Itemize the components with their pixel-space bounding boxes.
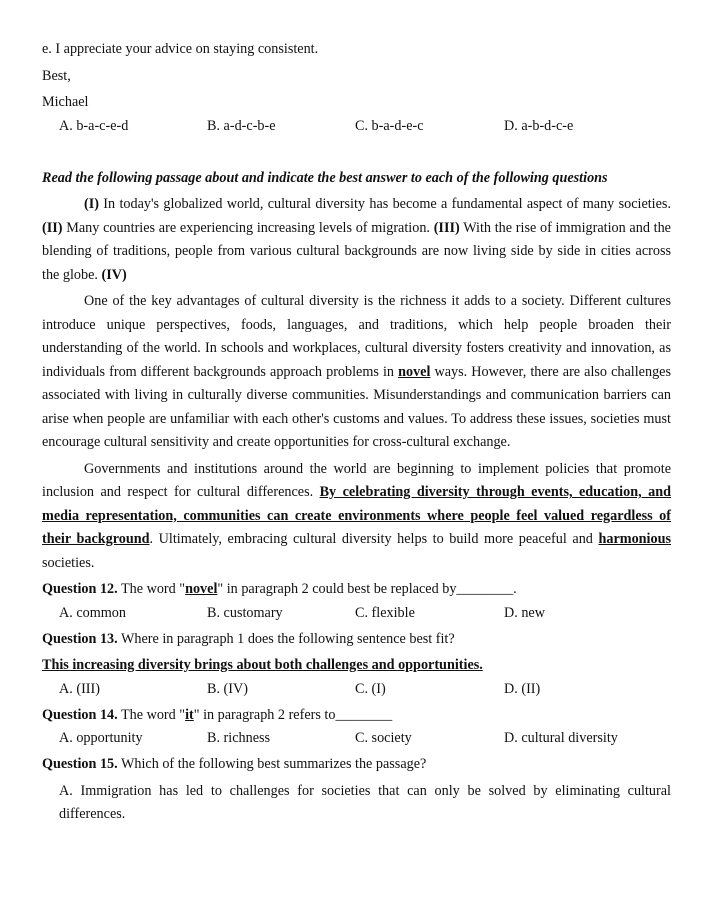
position-marker-ii: (II) bbox=[42, 219, 63, 236]
option-c[interactable]: C. flexible bbox=[355, 604, 415, 621]
passage-paragraph-3: Governments and institutions around the world are beginning to implement policies that promote inclusion and respect for cultural differences. By celebrating diversity through events, education, and media representation, communities can create environments where people feel valued regardless of their background. Ultimately, embracing cultural diversity helps to build more peaceful and harmonious societies. bbox=[42, 460, 671, 571]
option-a[interactable]: A. opportunity bbox=[59, 730, 143, 746]
position-marker-i: (I) bbox=[84, 196, 99, 212]
option-a[interactable]: A. common bbox=[59, 604, 126, 621]
question-13: Question 13. Where in paragraph 1 does the following sentence best fit? bbox=[42, 630, 455, 647]
highlighted-sentence: By celebrating diversity through events, education, and media representation, communities can create environments where people feel valued regardless of their background bbox=[42, 484, 671, 547]
passage-paragraph-1: (I) In today's globalized world, cultural diversity has become a fundamental aspect of many societies. (II) Many countries are experiencing increasing levels of migration. (III) With the rise of immigration and the blending of traditions, people from various cultural backgrounds are now living side by side in cities across the globe. (IV) bbox=[42, 196, 671, 283]
spacer bbox=[42, 141, 671, 167]
question-12-options bbox=[42, 602, 671, 628]
position-marker-iii: (III) bbox=[433, 219, 460, 236]
option-a[interactable]: A. b-a-c-e-d bbox=[59, 117, 129, 134]
question-11-options bbox=[42, 115, 671, 141]
option-c[interactable]: C. b-a-d-e-c bbox=[355, 117, 424, 134]
option-d[interactable]: D. (II) bbox=[504, 680, 541, 697]
question-label: Question 13. bbox=[42, 630, 118, 647]
option-b[interactable]: B. a-d-c-b-e bbox=[207, 117, 276, 134]
underlined-word-harmonious: harmonious bbox=[598, 531, 671, 547]
option-d[interactable]: D. new bbox=[504, 604, 545, 621]
option-b[interactable]: B. richness bbox=[207, 730, 271, 746]
option-d[interactable]: D. cultural diversity bbox=[504, 730, 618, 746]
underlined-word-novel: novel bbox=[398, 363, 431, 380]
option-c[interactable]: C. (I) bbox=[355, 680, 386, 697]
option-d[interactable]: D. a-b-d-c-e bbox=[504, 117, 574, 134]
question-label: Question 14. bbox=[42, 706, 118, 723]
question-label: Question 15. bbox=[42, 756, 118, 772]
question-label: Question 12. bbox=[42, 581, 118, 597]
question-13-sentence: This increasing diversity brings about both challenges and opportunities. bbox=[42, 657, 483, 673]
letter-line-e: e. I appreciate your advice on staying consistent. bbox=[42, 41, 319, 57]
question-15: Question 15. Which of the following best summarizes the passage? bbox=[42, 756, 427, 772]
option-b[interactable]: B. (IV) bbox=[207, 680, 248, 697]
option-a[interactable]: A. (III) bbox=[59, 680, 100, 697]
option-b[interactable]: B. customary bbox=[207, 604, 283, 621]
question-15-option-a[interactable]: A. Immigration has led to challenges for societies that can only be solved by eliminating cultural differences. bbox=[59, 782, 671, 822]
exam-document bbox=[42, 38, 671, 827]
option-c[interactable]: C. society bbox=[355, 730, 412, 746]
letter-signature: Michael bbox=[42, 94, 89, 110]
target-word: novel bbox=[185, 581, 218, 597]
passage-paragraph-2: One of the key advantages of cultural diversity is the richness it adds to a society. Different cultures introduce unique perspectives, foods, languages, and traditions, which help people broaden their understanding of the world. In schools and workplaces, cultural diversity fosters creativity and innovation, as individuals from different backgrounds approach problems in novel ways. However, there are also challenges associated with living in culturally diverse communities. Misunderstandings and communication barriers can arise when people are unfamiliar with each other's customs and values. To address these issues, societies must encourage cultural sensitivity and create opportunities for cross-cultural exchange. bbox=[42, 293, 671, 450]
reading-instruction: Read the following passage about and indicate the best answer to each of the following questions bbox=[42, 169, 608, 186]
question-13-options bbox=[42, 678, 671, 704]
question-14: Question 14. The word "it" in paragraph 2 refers to________ bbox=[42, 706, 393, 723]
question-12: Question 12. The word "novel" in paragraph 2 could best be replaced by________. bbox=[42, 581, 517, 597]
letter-closing: Best, bbox=[42, 67, 71, 84]
position-marker-iv: (IV) bbox=[101, 266, 127, 283]
target-word: it bbox=[185, 706, 194, 723]
question-14-options bbox=[42, 727, 671, 753]
